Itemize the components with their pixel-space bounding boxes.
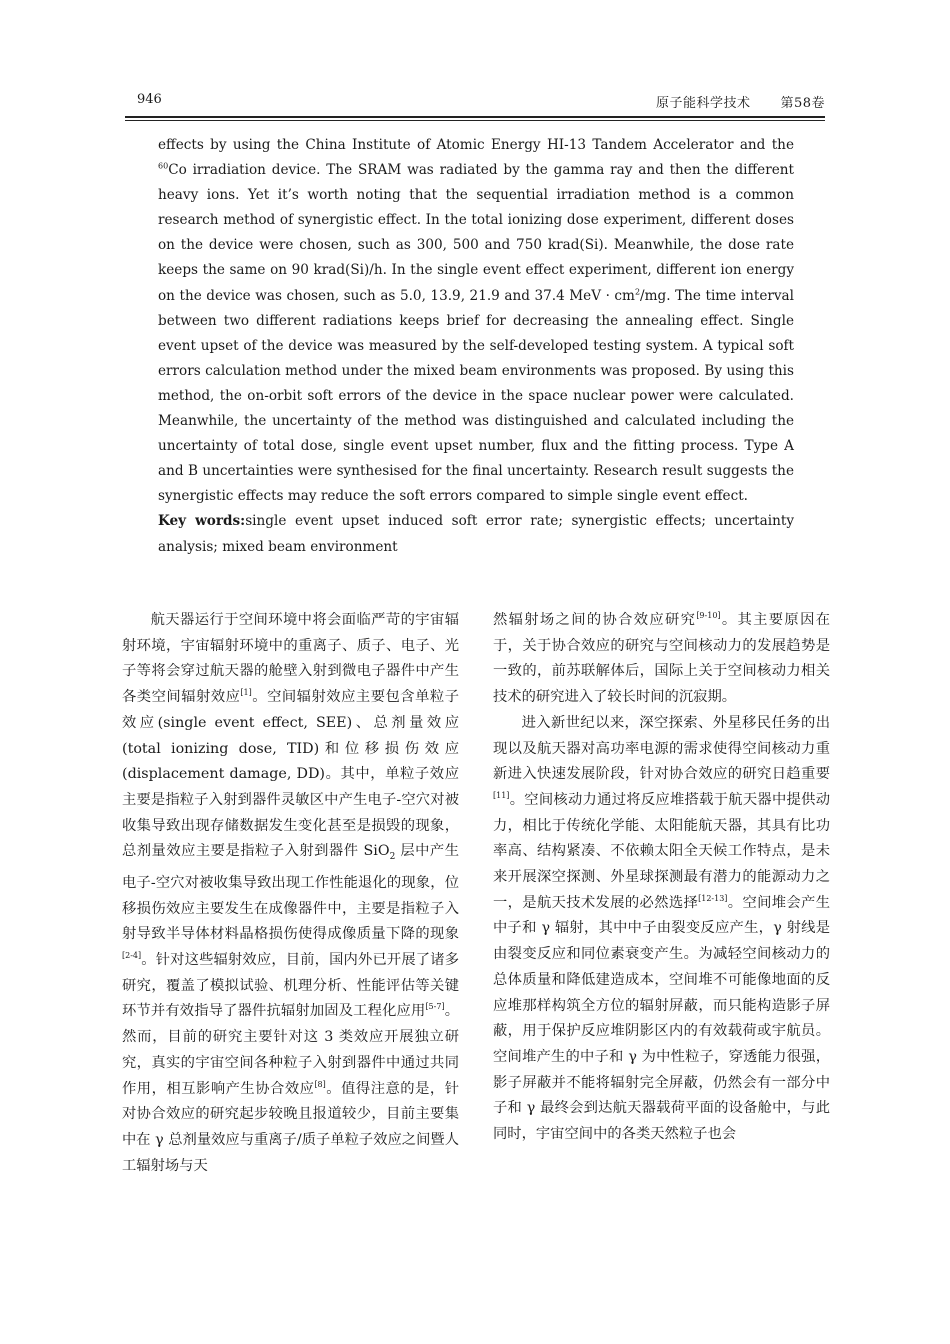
keywords [158, 509, 794, 559]
abstract-text [158, 133, 794, 509]
text-run: 。空间堆会产生中子和 γ 辐射，其中中子由裂变反应产生，γ 射线是由裂变反应和同位素衰变产生。为减轻空间核动力的总体质量和降低建造成本，空间堆不可能像地面的反应堆那样构筑全方位的辐射屏蔽，而只能构造影子屏蔽，用于保护反应堆阴影区内的有效载荷或宇航员。空间堆产生的中子和 γ 为中性粒子，穿透能力很强，影子屏蔽并不能将辐射完全屏蔽，仍然会有一部分中子和 γ 最终会到达航天器载荷平面的设备舱中，与此同时，宇宙空间中的各类天然粒子也会 [493, 894, 830, 1143]
abstract-part-1: effects by using the China Institute of Atomic Energy HI-13 Tandem Accelerator and the [158, 137, 794, 153]
text-run: 航天器运行于空间环境中将会面临严苛的宇宙辐射环境，宇宙辐射环境中的重离子、质子、电子、光子等将会穿过航天器的舱壁入射到微电子器件中产生各类空间辐射效应 [122, 612, 459, 706]
text-run: 。其主要原因在于，关于协合效应的研究与空间核动力的发展趋势是一致的，前苏联解体后，国际上关于空间核动力相关技术的研究进入了较长时间的沉寂期。 [493, 612, 831, 706]
citation: [1] [240, 688, 252, 698]
citation: [8] [314, 1079, 326, 1089]
isotope-superscript: 60 [158, 161, 169, 171]
abstract-part-2: Co irradiation device. The SRAM was radiated by the gamma ray and then the different heavy ions. Yet it’s worth noting that the sequential irradiation method is a common research method of synergistic effect. In the total ionizing dose experiment, different doses on the device were chosen, such as 300, 500 and 750 krad(Si). Meanwhile, the dose rate keeps the same on 90 krad(Si)/h. In the single event effect experiment, different ion energy on the device was chosen, such as 5.0, 13.9, 21.9 and 37.4 MeV · cm [158, 162, 794, 304]
citation: [11] [493, 791, 510, 801]
citation: [9-10] [696, 611, 721, 621]
text-run: 。然而，目前的研究主要针对这 3 类效应开展独立研究，真实的宇宙空间各种粒子入射到器件中通过共同作用，相互影响产生协合效应 [122, 1003, 460, 1097]
right-paragraph-continued [493, 608, 830, 711]
citation: [2-4] [122, 951, 142, 961]
text-run: 。值得注意的是，针对协合效应的研究起步较晚且报道较少，目前主要集中在 γ 总剂量效应与重离子/质子单粒子效应之间暨人工辐射场与天 [122, 1080, 460, 1174]
keywords-text: single event upset induced soft error rate; synergistic effects; uncertainty analysis; mixed beam environment [158, 513, 794, 555]
text-run: 层中产生电子-空穴对被收集导致出现工作性能退化的现象，位移损伤效应主要发生在成像器件中，主要是指粒子入射导致半导体材料晶格损伤使得成像质量下降的现象 [122, 843, 459, 943]
english-abstract [158, 133, 794, 560]
right-paragraph [493, 711, 830, 1148]
running-header [125, 92, 825, 114]
right-column [493, 608, 830, 1148]
keywords-label: Key words: [158, 513, 246, 530]
header-rule-thin [125, 120, 825, 121]
text-run: 进入新世纪以来，深空探索、外星移民任务的出现以及航天器对高功率电源的需求使得空间核动力重新进入快速发展阶段，针对协合效应的研究日趋重要 [493, 714, 830, 783]
abstract-part-3: /mg. The time interval between two different radiations keeps brief for decreasing the annealing effect. Single event upset of the device was measured by the self-developed testing system. A typical soft errors calculation method under the mixed beam environments was proposed. By using this method, the on-orbit soft errors of the device in the space nuclear power were calculated. Meanwhile, the uncertainty of the method was distinguished and calculated including the uncertainty of total dose, single event upset number, flux and the fitting process. Type A and B uncertainties were synthesised for the final uncertainty. Research result suggests the synergistic effects may reduce the soft errors compared to simple single event effect. [158, 287, 795, 505]
citation: [12-13] [698, 893, 728, 903]
left-column [122, 608, 459, 1179]
page-number: 946 [137, 92, 162, 107]
journal-title [656, 92, 825, 111]
volume-label: 第58卷 [780, 96, 825, 111]
subscript: 2 [389, 852, 396, 863]
journal-name: 原子能科学技术 [655, 96, 751, 111]
text-run: 。空间核动力通过将反应堆搭载于航天器中提供动力，相比于传统化学能、太阳能航天器，其具有比功率高、结构紧凑、不依赖太阳全天候工作特点，是未来开展深空探测、外星球探测最有潜力的能源动力之一，是航天技术发展的必然选择 [493, 791, 830, 911]
citation: [5-7] [425, 1002, 445, 1012]
header-rule-thick [125, 116, 825, 118]
left-paragraph [122, 608, 459, 1179]
cm-superscript: 2 [634, 287, 641, 297]
text-run: 。空间辐射效应主要包含单粒子效应(single event effect, SEE)、总剂量效应(total ionizing dose, TID)和位移损伤效应(displacement damage, DD)。其中，单粒子效应主要是指粒子入射到器件灵敏区中产生电子-空穴对被收集导致出现存储数据发生变化甚至是损毁的现象，总剂量效应主要是指粒子入射到器件 SiO [122, 689, 459, 860]
text-run: 然辐射场之间的协合效应研究 [493, 612, 697, 628]
text-run: 。针对这些辐射效应，目前，国内外已开展了诸多研究，覆盖了模拟试验、机理分析、性能评估等关键环节并有效指导了器件抗辐射加固及工程化应用 [122, 952, 459, 1020]
